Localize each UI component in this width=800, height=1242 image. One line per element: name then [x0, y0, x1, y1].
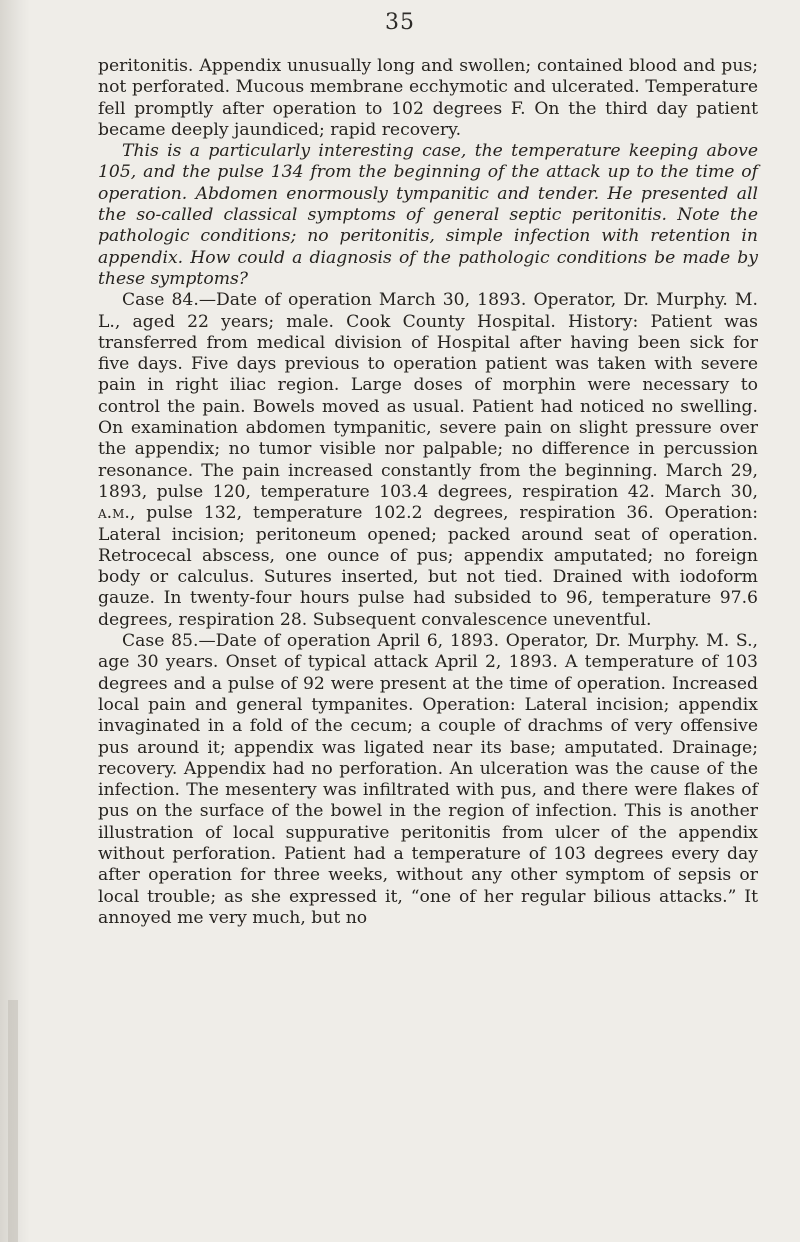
paragraph-case-85: Case 85.—Date of operation April 6, 1893. Operator, Dr. Murphy. M. S., age 30 years. Onset of typical attack April 2, 1893. A temperature of 103 degrees and a pulse of 92 were present at the time of operation. Increased local pain and general tympanites. Operation: Lateral incision; appendix invaginated in a fold of the cecum; a couple of drachms of very offensive pus around it; appendix was ligated near its base; amputated. Drainage; recovery. Appendix had no perforation. An ulceration was the cause of the infection. The mesentery was infiltrated with pus, and there were flakes of pus on the surface of the bowel in the region of infection. This is another illustration of local suppurative peritonitis from ulcer of the appendix without perforation. Patient had a temperature of 103 degrees every day after operation for three weeks, without any other symptom of sepsis or local trouble; as she expressed it, “one of her regular bilious attacks.” It annoyed me very much, but no	[98, 631, 758, 928]
case-84-text-part2: , pulse 132, temperature 102.2 degrees, respiration 36. Operation: Lateral incision; peritoneum opened; packed around seat of operation. Retrocecal abscess, one ounce of pus; appendix amputated; no foreign body or calculus. Sutures inserted, but not tied. Drained with iodoform gauze. In twenty-four hours pulse had subsided to 96, temperature 97.6 degrees, respiration 28. Subsequent convalescence uneventful.	[98, 503, 758, 630]
case-84-text-part1: Case 84.—Date of operation March 30, 1893. Operator, Dr. Murphy. M. L., aged 22 years; male. Cook County Hospital. History: Patient was transferred from medical division of Hospital after having been sick for five days. Five days previous to operation patient was taken with severe pain in right iliac region. Large doses of morphin were necessary to control the pain. Bowels moved as usual. Patient had noticed no swelling. On examination abdomen tympanitic, severe pain on slight pressure over the appendix; no tumor visible nor palpable; no difference in percussion resonance. The pain increased constantly from the beginning. March 29, 1893, pulse 120, temperature 103.4 degrees, respiration 42. March 30,	[98, 290, 758, 502]
paragraph-commentary: This is a particularly interesting case, the temperature keeping above 105, and the pulse 134 from the beginning of the attack up to the time of operation. Abdomen enormously tympanitic and tender. He presented all the so-called classical symptoms of general septic peritonitis. Note the pathologic conditions; no peritonitis, simple infection with retention in appendix. How could a diagnosis of the pathologic conditions be made by these symptoms?	[98, 141, 758, 289]
page-number: 35	[385, 10, 415, 35]
paragraph-case-continuation: peritonitis. Appendix unusually long and swollen; contained blood and pus; not perforated. Mucous membrane ecchymotic and ulcerated. Temperature fell promptly after operation to 102 degrees F. On the third day patient became deeply jaundiced; rapid recovery.	[98, 56, 758, 140]
body-text	[98, 56, 758, 929]
time-abbreviation: a.m.	[98, 503, 130, 524]
paragraph-case-84	[98, 290, 758, 631]
binding-shadow	[8, 1000, 18, 1242]
